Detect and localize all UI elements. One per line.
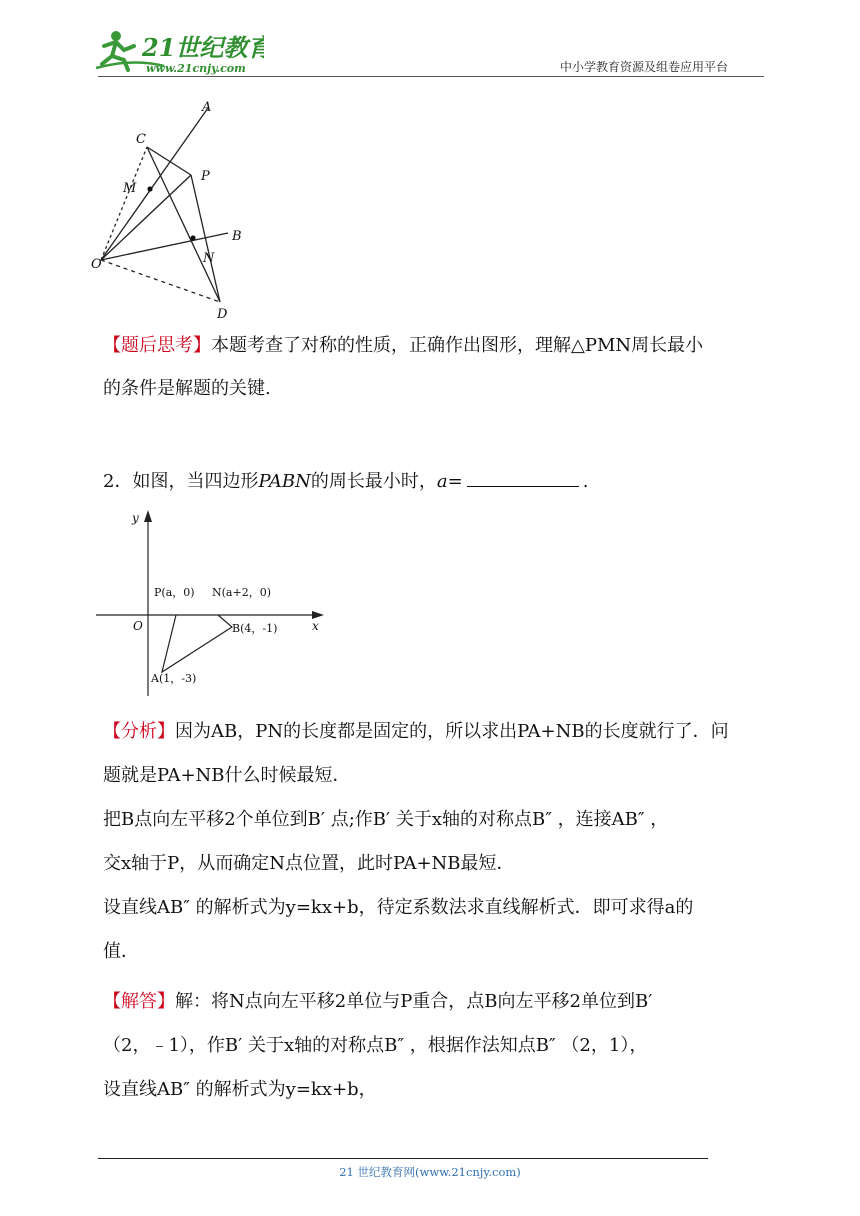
question-mid: 的周长最小时，: [310, 471, 437, 492]
solution-line-3: 设直线AB″ 的解析式为y=kx+b，: [103, 1079, 377, 1100]
analysis-line-2: 题就是PA+NB什么时候最短．: [103, 765, 351, 786]
point-a-label: A(1，-3): [151, 672, 197, 685]
origin-label: O: [133, 619, 143, 633]
reflection-line-2: 的条件是解题的关键.: [103, 378, 271, 399]
label-b: B: [232, 229, 242, 244]
logo-main-text: 21世纪教育: [142, 33, 264, 62]
point-b-label: B(4，-1): [232, 622, 278, 635]
y-axis-label: y: [132, 511, 139, 525]
answer-blank: [467, 468, 579, 487]
question-quad: PABN: [258, 471, 311, 492]
label-m: M: [123, 181, 137, 196]
point-n-label: N(a+2，0): [212, 586, 271, 599]
label-o: O: [91, 257, 102, 272]
segment-op: [101, 175, 191, 260]
header-divider: [98, 76, 764, 77]
label-d: D: [217, 307, 228, 322]
quadrilateral-pabn: [162, 615, 232, 672]
header-platform-text: 中小学教育资源及组卷应用平台: [560, 60, 729, 74]
coordinate-figure-2: [96, 506, 332, 704]
analysis-line-5: 设直线AB″ 的解析式为y=kx+b，待定系数法求直线解析式．即可求得a的: [103, 897, 694, 918]
analysis-line-6: 值．: [103, 941, 139, 962]
question-prefix: 2．如图，当四边形: [103, 471, 259, 492]
solution-text-1: 解：将N点向左平移2单位与P重合，点B向左平移2单位到B′: [175, 991, 653, 1012]
question-eq: =: [447, 471, 463, 492]
footer-link[interactable]: 21 世纪教育网(www.21cnjy.com): [339, 1165, 521, 1179]
question-var: a: [436, 471, 448, 492]
solution-line-1: [103, 988, 652, 1016]
footer-divider: [98, 1158, 708, 1159]
x-axis-label: x: [312, 619, 319, 633]
question-end: .: [582, 471, 589, 492]
label-a: A: [202, 100, 212, 115]
analysis-text-1: 因为AB，PN的长度都是固定的，所以求出PA+NB的长度就行了．问: [175, 721, 729, 742]
y-axis-arrow-icon: [144, 510, 152, 522]
point-p-label: P(a，0): [154, 586, 195, 599]
label-n: N: [203, 251, 215, 266]
analysis-tag: 【分析】: [103, 721, 175, 742]
label-p: P: [201, 169, 210, 184]
logo-url-text: www.21cnjy.com: [146, 62, 246, 75]
point-m: [147, 186, 152, 191]
point-n: [190, 235, 195, 240]
reflection-line-1: [103, 332, 703, 360]
solution-line-2: （2，﹣1），作B′ 关于x轴的对称点B″ ，根据作法知点B″ （2，1），: [103, 1035, 648, 1056]
solution-tag: 【解答】: [103, 991, 175, 1012]
segment-od-dashed: [101, 260, 220, 302]
question-2: [103, 468, 588, 496]
reflection-tag: 【题后思考】: [103, 335, 211, 356]
x-axis-arrow-icon: [312, 611, 324, 619]
analysis-line-3: 把B点向左平移2个单位到B′ 点;作B′ 关于x轴的对称点B″ ，连接AB″ ，: [103, 809, 669, 830]
analysis-line-4: 交x轴于P，从而确定N点位置，此时PA+NB最短．: [103, 853, 515, 874]
analysis-line-1: [103, 718, 729, 746]
logo: [94, 28, 264, 80]
geometry-figure-1: [90, 98, 260, 328]
label-c: C: [136, 132, 146, 147]
reflection-text-1: 本题考查了对称的性质，正确作出图形，理解△PMN周长最小: [211, 335, 704, 356]
